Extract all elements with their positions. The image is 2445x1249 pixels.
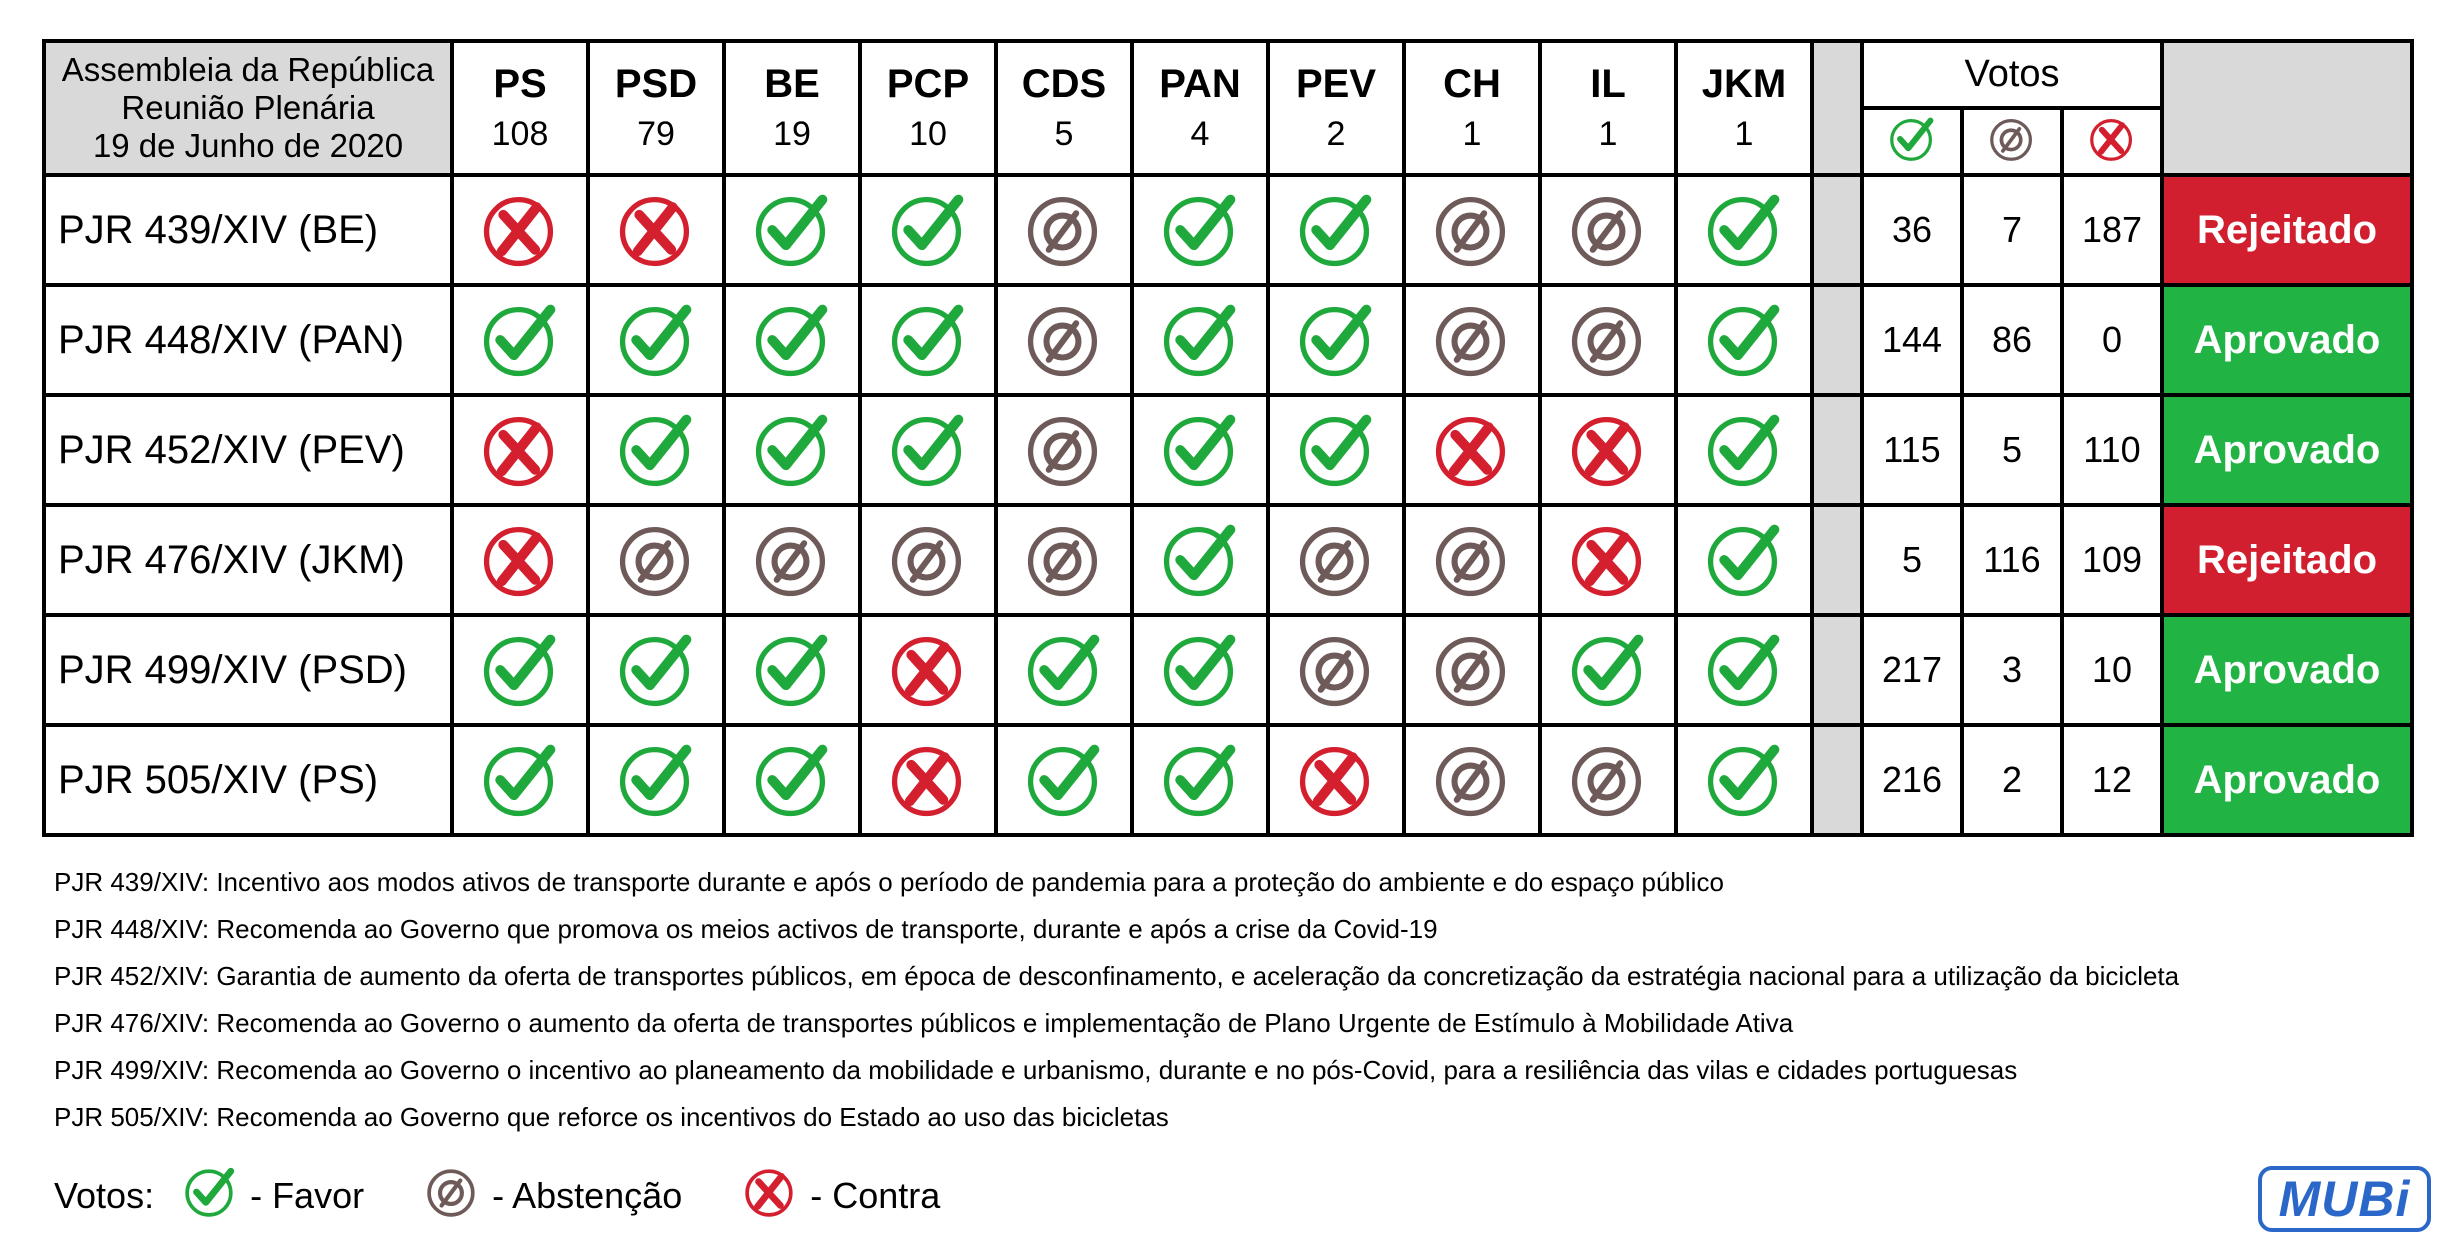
party-name: PSD <box>614 62 698 106</box>
vote-cell <box>1404 505 1540 615</box>
project-id: PJR 439/XIV (BE) <box>44 175 452 285</box>
check-icon <box>1162 192 1238 268</box>
votos-favor-header <box>1862 108 1962 175</box>
party-header <box>1540 41 1676 175</box>
column-separator <box>1812 175 1862 285</box>
project-id: PJR 476/XIV (JKM) <box>44 505 452 615</box>
table-row <box>44 505 2412 615</box>
vote-cell <box>724 285 860 395</box>
table-row <box>44 175 2412 285</box>
legend <box>54 1168 940 1224</box>
check-icon <box>1162 522 1238 598</box>
vote-cell <box>724 395 860 505</box>
count-contra: 12 <box>2062 725 2162 835</box>
abstention-icon <box>1026 412 1102 488</box>
cross-icon <box>890 742 966 818</box>
vote-cell <box>1132 285 1268 395</box>
vote-cell <box>588 395 724 505</box>
party-seats: 1 <box>1598 115 1618 153</box>
vote-cell <box>860 615 996 725</box>
abstention-icon <box>1570 302 1646 378</box>
project-description: PJR 439/XIV: Incentivo aos modos ativos de transporte durante e após o período de pandemia para a proteção do ambiente e do espaço público <box>54 867 1724 897</box>
abstention-icon <box>1026 522 1102 598</box>
vote-cell <box>452 615 588 725</box>
project-id: PJR 505/XIV (PS) <box>44 725 452 835</box>
abstention-icon <box>1298 632 1374 708</box>
vote-cell <box>1676 505 1812 615</box>
party-header <box>1404 41 1540 175</box>
check-icon <box>184 1166 236 1218</box>
vote-cell <box>1268 505 1404 615</box>
party-header <box>724 41 860 175</box>
cross-icon <box>1298 742 1374 818</box>
session-line-3: 19 de Junho de 2020 <box>92 127 404 164</box>
vote-cell <box>860 505 996 615</box>
vote-cell <box>1268 175 1404 285</box>
abstention-icon <box>1989 116 2035 162</box>
cross-icon <box>744 1166 796 1218</box>
abstention-icon <box>1026 192 1102 268</box>
count-abstencao: 7 <box>1962 175 2062 285</box>
check-icon <box>890 192 966 268</box>
check-icon <box>482 302 558 378</box>
vote-cell <box>1132 725 1268 835</box>
result-badge: Aprovado <box>2162 725 2412 835</box>
project-description: PJR 452/XIV: Garantia de aumento da oferta de transportes públicos, em época de desconfinamento, e aceleração da concretização da estratégia nacional para a utilização da bicicleta <box>54 961 2180 991</box>
check-icon <box>1706 742 1782 818</box>
check-icon <box>1298 412 1374 488</box>
party-seats: 4 <box>1190 115 1210 153</box>
check-icon <box>1706 412 1782 488</box>
vote-cell <box>1540 175 1676 285</box>
legend-contra <box>744 1166 940 1227</box>
check-icon <box>1706 192 1782 268</box>
abstention-icon <box>426 1166 478 1218</box>
vote-cell <box>1404 175 1540 285</box>
project-description: PJR 499/XIV: Recomenda ao Governo o incentivo ao planeamento da mobilidade e urbanismo, durante e no pós-Covid, para a resiliência das vilas e cidades portuguesas <box>54 1055 2018 1085</box>
vote-cell <box>996 615 1132 725</box>
cross-icon <box>482 192 558 268</box>
party-header <box>996 41 1132 175</box>
session-line-2: Reunião Plenária <box>121 89 375 126</box>
party-seats: 10 <box>909 115 947 153</box>
vote-cell <box>1132 395 1268 505</box>
session-info <box>44 41 452 175</box>
legend-abstencao <box>426 1166 682 1227</box>
cross-icon <box>1570 412 1646 488</box>
check-icon <box>754 742 830 818</box>
party-name: PS <box>493 62 547 106</box>
abstention-icon <box>1298 522 1374 598</box>
count-abstencao: 2 <box>1962 725 2062 835</box>
vote-cell <box>1132 505 1268 615</box>
session-line-1: Assembleia da República <box>61 51 435 88</box>
check-icon <box>754 412 830 488</box>
legend-title: Votos: <box>54 1175 155 1216</box>
abstention-icon <box>618 522 694 598</box>
table-row <box>44 725 2412 835</box>
party-name: CH <box>1443 62 1501 106</box>
count-favor: 216 <box>1862 725 1962 835</box>
column-separator <box>1812 725 1862 835</box>
vote-cell <box>1268 285 1404 395</box>
vote-cell <box>1404 725 1540 835</box>
check-icon <box>1570 632 1646 708</box>
count-abstencao: 3 <box>1962 615 2062 725</box>
cross-icon <box>1434 412 1510 488</box>
column-separator <box>1812 615 1862 725</box>
vote-cell <box>1540 615 1676 725</box>
abstention-icon <box>1434 192 1510 268</box>
party-name: JKM <box>1701 62 1787 106</box>
check-icon <box>618 742 694 818</box>
party-header <box>588 41 724 175</box>
abstention-icon <box>890 522 966 598</box>
vote-cell <box>724 615 860 725</box>
legend-favor-label: - Favor <box>250 1175 365 1216</box>
count-abstencao: 116 <box>1962 505 2062 615</box>
vote-cell <box>588 285 724 395</box>
vote-cell <box>588 505 724 615</box>
legend-favor <box>184 1166 364 1227</box>
vote-cell <box>1540 395 1676 505</box>
votos-abstencao-header <box>1962 108 2062 175</box>
result-badge: Rejeitado <box>2162 505 2412 615</box>
check-icon <box>482 632 558 708</box>
count-contra: 187 <box>2062 175 2162 285</box>
abstention-icon <box>1434 742 1510 818</box>
vote-cell <box>452 505 588 615</box>
project-description: PJR 505/XIV: Recomenda ao Governo que reforce os incentivos do Estado ao uso das bicicletas <box>54 1102 1169 1132</box>
vote-cell <box>1676 175 1812 285</box>
count-favor: 36 <box>1862 175 1962 285</box>
result-header <box>2162 41 2412 175</box>
vote-cell <box>860 285 996 395</box>
check-icon <box>1162 302 1238 378</box>
vote-cell <box>724 505 860 615</box>
abstention-icon <box>1434 302 1510 378</box>
party-seats: 108 <box>491 115 549 153</box>
vote-cell <box>724 175 860 285</box>
vote-cell <box>860 175 996 285</box>
project-id: PJR 448/XIV (PAN) <box>44 285 452 395</box>
vote-cell <box>452 725 588 835</box>
check-icon <box>754 302 830 378</box>
count-abstencao: 86 <box>1962 285 2062 395</box>
party-name: PEV <box>1295 62 1377 106</box>
result-badge: Aprovado <box>2162 395 2412 505</box>
result-badge: Aprovado <box>2162 615 2412 725</box>
check-icon <box>1162 412 1238 488</box>
vote-cell <box>996 395 1132 505</box>
vote-cell <box>1540 285 1676 395</box>
cross-icon <box>1570 522 1646 598</box>
count-contra: 0 <box>2062 285 2162 395</box>
party-name: PAN <box>1159 62 1241 106</box>
abstention-icon <box>1026 302 1102 378</box>
check-icon <box>1298 302 1374 378</box>
column-separator <box>1812 395 1862 505</box>
party-header <box>452 41 588 175</box>
check-icon <box>1706 522 1782 598</box>
vote-cell <box>1268 725 1404 835</box>
count-contra: 109 <box>2062 505 2162 615</box>
table-row <box>44 285 2412 395</box>
abstention-icon <box>1434 522 1510 598</box>
check-icon <box>890 302 966 378</box>
column-separator <box>1812 505 1862 615</box>
vote-cell <box>1404 395 1540 505</box>
check-icon <box>1162 742 1238 818</box>
check-icon <box>1889 116 1935 162</box>
column-separator <box>1812 285 1862 395</box>
vote-cell <box>452 395 588 505</box>
count-favor: 217 <box>1862 615 1962 725</box>
check-icon <box>754 192 830 268</box>
votos-title: Votos <box>1862 41 2162 108</box>
party-seats: 2 <box>1326 115 1346 153</box>
party-header <box>860 41 996 175</box>
count-contra: 110 <box>2062 395 2162 505</box>
vote-cell <box>996 175 1132 285</box>
vote-cell <box>860 395 996 505</box>
project-description: PJR 476/XIV: Recomenda ao Governo o aumento da oferta de transportes públicos e implementação de Plano Urgente de Estímulo à Mobilidade Ativa <box>54 1008 1794 1038</box>
vote-cell <box>996 285 1132 395</box>
vote-cell <box>1404 285 1540 395</box>
party-header <box>1676 41 1812 175</box>
count-favor: 144 <box>1862 285 1962 395</box>
party-name: PCP <box>886 62 970 106</box>
mubi-logo: MUBi <box>2258 1166 2431 1232</box>
vote-cell <box>860 725 996 835</box>
vote-cell <box>452 175 588 285</box>
check-icon <box>618 302 694 378</box>
party-header <box>1268 41 1404 175</box>
vote-cell <box>1540 505 1676 615</box>
header-row-1 <box>44 41 2412 108</box>
party-header <box>1132 41 1268 175</box>
count-abstencao: 5 <box>1962 395 2062 505</box>
vote-cell <box>588 175 724 285</box>
vote-cell <box>724 725 860 835</box>
result-badge: Aprovado <box>2162 285 2412 395</box>
abstention-icon <box>1570 742 1646 818</box>
party-name: CDS <box>1021 62 1107 106</box>
party-name: IL <box>1590 62 1626 106</box>
vote-cell <box>1268 395 1404 505</box>
party-seats: 19 <box>773 115 811 153</box>
vote-cell <box>1676 395 1812 505</box>
check-icon <box>1706 302 1782 378</box>
check-icon <box>754 632 830 708</box>
check-icon <box>1026 742 1102 818</box>
cross-icon <box>482 412 558 488</box>
legend-abstencao-label: - Abstenção <box>492 1175 683 1216</box>
table-row <box>44 615 2412 725</box>
check-icon <box>1026 632 1102 708</box>
project-id: PJR 452/XIV (PEV) <box>44 395 452 505</box>
check-icon <box>618 632 694 708</box>
vote-cell <box>588 725 724 835</box>
vote-cell <box>996 725 1132 835</box>
check-icon <box>482 742 558 818</box>
count-contra: 10 <box>2062 615 2162 725</box>
party-seats: 1 <box>1734 115 1754 153</box>
column-separator <box>1812 41 1862 175</box>
abstention-icon <box>754 522 830 598</box>
vote-cell <box>1132 175 1268 285</box>
check-icon <box>1162 632 1238 708</box>
party-seats: 5 <box>1054 115 1074 153</box>
votes-table <box>42 39 2414 837</box>
table-row <box>44 395 2412 505</box>
vote-cell <box>1132 615 1268 725</box>
cross-icon <box>482 522 558 598</box>
party-seats: 79 <box>637 115 675 153</box>
legend-contra-label: - Contra <box>810 1175 941 1216</box>
vote-cell <box>452 285 588 395</box>
project-description: PJR 448/XIV: Recomenda ao Governo que promova os meios activos de transporte, durante e após a crise da Covid-19 <box>54 914 1438 944</box>
vote-cell <box>1676 285 1812 395</box>
vote-cell <box>1268 615 1404 725</box>
abstention-icon <box>1434 632 1510 708</box>
cross-icon <box>2089 116 2135 162</box>
abstention-icon <box>1570 192 1646 268</box>
check-icon <box>1298 192 1374 268</box>
cross-icon <box>618 192 694 268</box>
votos-contra-header <box>2062 108 2162 175</box>
project-id: PJR 499/XIV (PSD) <box>44 615 452 725</box>
vote-cell <box>1676 615 1812 725</box>
vote-cell <box>1404 615 1540 725</box>
check-icon <box>1706 632 1782 708</box>
party-name: BE <box>764 62 820 106</box>
check-icon <box>890 412 966 488</box>
party-seats: 1 <box>1462 115 1482 153</box>
vote-cell <box>588 615 724 725</box>
result-badge: Rejeitado <box>2162 175 2412 285</box>
vote-cell <box>1540 725 1676 835</box>
count-favor: 5 <box>1862 505 1962 615</box>
vote-cell <box>996 505 1132 615</box>
count-favor: 115 <box>1862 395 1962 505</box>
check-icon <box>618 412 694 488</box>
vote-cell <box>1676 725 1812 835</box>
cross-icon <box>890 632 966 708</box>
